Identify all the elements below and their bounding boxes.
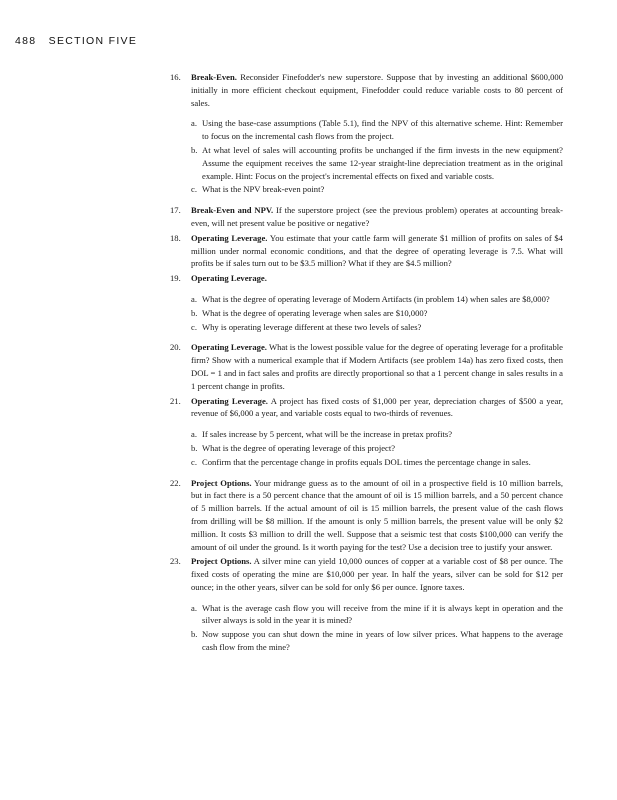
problem-text: A silver mine can yield 10,000 ounces of copper at a variable cost of $8 per ounce. The fixed costs of operating the mine are $10,000 per year. In half the years, silver can be sold for $12 per ounce; in the other years, silver can be sold for only $6 per ounce. Ignore taxes. (191, 556, 563, 592)
page-number: 488 (15, 35, 37, 47)
part-text: What is the degree of operating leverage when sales are $10,000? (202, 307, 428, 318)
problem-21 (170, 395, 563, 421)
problem-text: If the superstore project (see the previous problem) operates at accounting break-even, will net present value be positive or negative? (191, 205, 563, 228)
part-text: Using the base-case assumptions (Table 5.1), find the NPV of this alternative scheme. Hint: Remember to focus on the incremental cash flows from the project. (202, 118, 563, 142)
problem-text: Your midrange guess as to the amount of oil in a prospective field is 10 million barrels, but in fact there is a 50 percent chance that the amount of oil is 15 million barrels, and a 50 percent chance of 5 million barrels. If the actual amount of oil is 15 million barrels, the present value of the cash flows from drilling will be $8 million. If the amount is only 5 million barrels, the present value will be only $2 million. It costs $3 million to drill the well. Suppose that a seismic test that costs $100,000 can verify the amount of oil under the ground. Is it worth paying for the test? Use a decision tree to justify your answer. (191, 477, 563, 552)
problem-title: Operating Leverage. (191, 395, 268, 406)
problem-21-parts (191, 428, 563, 468)
problem-number: 21. (170, 395, 181, 406)
problem-16 (170, 71, 563, 109)
problem-23 (170, 555, 563, 593)
part-b (191, 307, 563, 320)
problem-text: A project has fixed costs of $1,000 per year, depreciation charges of $500 a year, revenue of $6,000 a year, and variable costs equal to two-thirds of revenues. (191, 395, 563, 419)
problem-19-parts (191, 293, 563, 333)
part-text: Why is operating leverage different at these two levels of sales? (202, 321, 422, 332)
problem-text: Reconsider Finefodder's new superstore. Suppose that by investing an additional $600,000 initially in more efficient checkout equipment, Finefodder could reduce variable costs to 80 percent of sales. (191, 72, 563, 108)
problem-20 (170, 341, 563, 392)
part-letter: b. (191, 442, 198, 453)
problem-22 (170, 477, 563, 554)
problem-19 (170, 272, 563, 285)
problem-list (170, 71, 563, 662)
problem-title: Project Options. (191, 477, 252, 488)
part-letter: c. (191, 321, 197, 332)
problem-number: 18. (170, 232, 181, 243)
part-b (191, 442, 563, 455)
problem-title: Operating Leverage. (191, 232, 268, 243)
part-text: At what level of sales will accounting profits be unchanged if the firm invests in the new equipment? Assume the equipment receives the same 12-year straight-line depreciation treatment as in the original example. Hint: Focus on the project's incremental effects on fixed and variable costs. (202, 144, 563, 181)
problem-title: Break-Even and NPV. (191, 205, 274, 216)
part-letter: b. (191, 307, 198, 318)
part-letter: c. (191, 456, 197, 467)
part-letter: c. (191, 184, 197, 195)
part-b (191, 144, 563, 182)
part-letter: b. (191, 629, 198, 640)
part-text: If sales increase by 5 percent, what will be the increase in pretax profits? (202, 429, 453, 440)
part-c (191, 183, 563, 196)
part-text: What is the degree of operating leverage of Modern Artifacts (in problem 14) when sales are $8,000? (202, 293, 550, 304)
problem-text: You estimate that your cattle farm will generate $1 million of profits on sales of $4 million under normal economic conditions, and that the degree of operating leverage is 7.5. What will profits be if sales turn out to be $3.5 million? What if they are $4.5 million? (191, 232, 563, 269)
problem-number: 23. (170, 556, 181, 567)
part-a (191, 117, 563, 143)
part-letter: a. (191, 293, 197, 304)
part-text: What is the degree of operating leverage of this project? (202, 442, 396, 453)
part-text: What is the NPV break-even point? (202, 184, 325, 195)
problem-title: Project Options. (191, 556, 252, 567)
part-text: Confirm that the percentage change in profits equals DOL times the percentage change in sales. (202, 456, 531, 467)
problem-number: 22. (170, 477, 181, 488)
problem-23-parts (191, 602, 563, 654)
part-letter: a. (191, 429, 197, 440)
part-letter: a. (191, 118, 197, 129)
part-c (191, 456, 563, 469)
problem-17 (170, 204, 563, 230)
problem-number: 16. (170, 72, 181, 82)
problem-title: Operating Leverage. (191, 342, 267, 353)
problem-number: 20. (170, 342, 181, 353)
part-letter: b. (191, 144, 198, 155)
running-head (15, 35, 137, 47)
part-letter: a. (191, 602, 197, 613)
part-b (191, 628, 563, 654)
problem-16-parts (191, 117, 563, 196)
problem-18 (170, 232, 563, 270)
part-a (191, 428, 563, 441)
part-text: Now suppose you can shut down the mine in years of low silver prices. What happens to the average cash flow from the mine? (202, 629, 563, 653)
part-text: What is the average cash flow you will receive from the mine if it is always kept in operation and the silver always is sold in the year it is mined? (202, 602, 563, 626)
part-a (191, 293, 563, 306)
section-title: SECTION FIVE (48, 35, 138, 47)
problem-text: What is the lowest possible value for the degree of operating leverage for a profitable firm? Show with a numerical example that if Modern Artifacts (see problem 14a) has zero fixed costs, then DOL = 1 and in fact sales and profits are directly proportional so that a 1 percent change in sales results in a 1 percent change in profits. (191, 342, 563, 391)
part-a (191, 602, 563, 628)
problem-title: Operating Leverage. (191, 273, 267, 284)
problem-title: Break-Even. (191, 72, 237, 82)
part-c (191, 321, 563, 334)
problem-number: 17. (170, 205, 181, 216)
problem-number: 19. (170, 273, 181, 284)
